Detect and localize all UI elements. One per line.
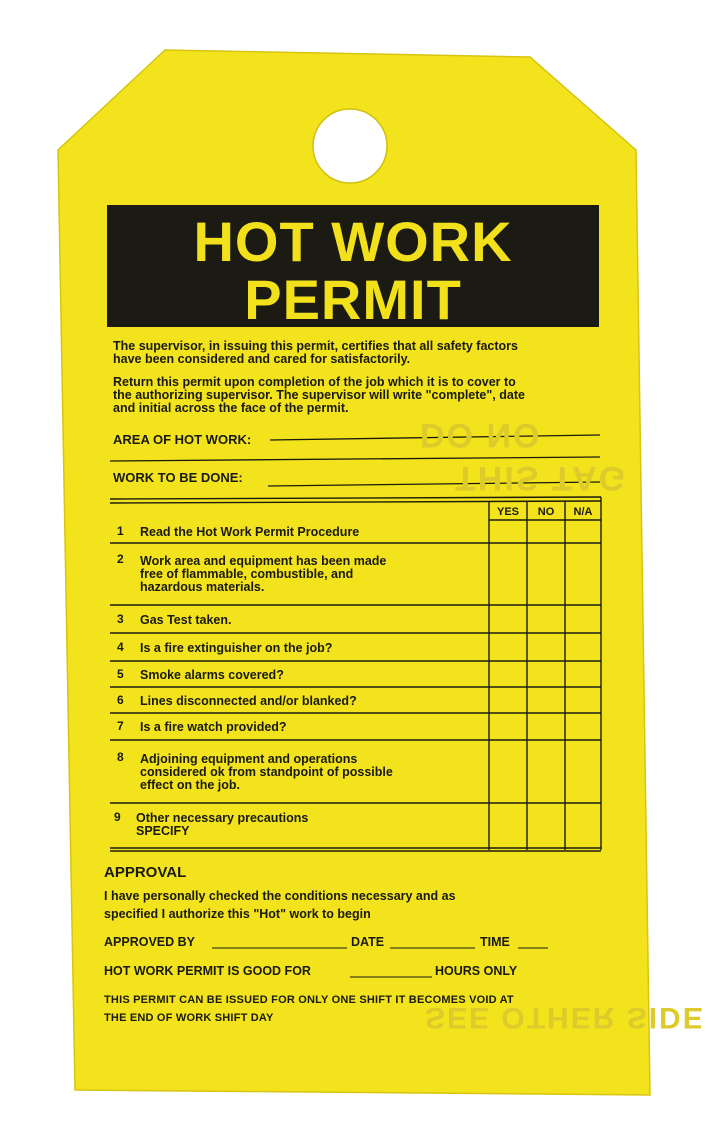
row-number: 9 [114, 810, 121, 824]
row-text [140, 721, 287, 734]
row-line: Work area and equipment has been made [140, 554, 387, 568]
tag-hole [313, 109, 387, 183]
row-number: 6 [117, 693, 124, 707]
show-through-text: SEE OTHER SIDE [425, 1001, 705, 1034]
col-yes: YES [496, 506, 519, 518]
intro-1-line-2: have been considered and cared for satisfactorily. [113, 352, 411, 366]
row-text [140, 526, 359, 539]
intro-paragraph-1 [113, 340, 598, 366]
row-line: Read the Hot Work Permit Procedure [140, 525, 360, 539]
work-to-be-done-label: WORK TO BE DONE: [113, 470, 243, 485]
show-through-text: DO NO [420, 416, 542, 454]
approval-heading: APPROVAL [104, 864, 187, 881]
row-text [140, 642, 332, 655]
row-number: 8 [117, 750, 124, 764]
row-line: Other necessary precautions [136, 811, 309, 825]
intro-paragraph-2 [113, 376, 598, 415]
row-number: 5 [117, 667, 124, 681]
row-text [140, 669, 284, 682]
title-line-1: HOT WORK [193, 210, 513, 273]
row-text [140, 695, 357, 708]
row-line: Gas Test taken. [140, 613, 232, 627]
row-number: 4 [117, 640, 124, 654]
row-text [136, 812, 308, 838]
approval-statement-line-2: specified I authorize this "Hot" work to begin [104, 907, 371, 921]
hours-only-label: HOURS ONLY [435, 964, 518, 978]
intro-2-line-2: the authorizing supervisor. The supervisor will write "complete", date [113, 388, 525, 402]
row-number: 2 [117, 552, 124, 566]
row-line: Is a fire watch provided? [140, 720, 287, 734]
col-no: NO [537, 506, 555, 518]
row-number: 1 [117, 524, 124, 538]
intro-2-line-3: and initial across the face of the permit. [113, 401, 349, 415]
col-na: N/A [573, 506, 593, 518]
row-number: 3 [117, 612, 124, 626]
intro-2-line-1: Return this permit upon completion of the job which it is to cover to [113, 375, 516, 389]
row-line: free of flammable, combustible, and [140, 567, 354, 581]
row-text [140, 614, 231, 627]
row-line: hazardous materials. [140, 580, 265, 594]
row-text [140, 753, 393, 792]
row-line: Smoke alarms covered? [140, 668, 284, 682]
shift-notice-line-2: THE END OF WORK SHIFT DAY [104, 1012, 274, 1024]
row-text [140, 555, 386, 594]
area-of-hot-work-label: AREA OF HOT WORK: [113, 432, 252, 447]
approved-by-label: APPROVED BY [104, 935, 195, 949]
show-through-text: THIS TAG [455, 459, 628, 497]
time-label: TIME [480, 935, 510, 949]
row-line: Is a fire extinguisher on the job? [140, 641, 333, 655]
intro-1-line-1: The supervisor, in issuing this permit, certifies that all safety factors [113, 339, 518, 353]
title-line-2: PERMIT [244, 268, 462, 331]
row-line: SPECIFY [136, 824, 190, 838]
approval-statement-line-1: I have personally checked the conditions necessary and as [104, 889, 456, 903]
row-line: Adjoining equipment and operations [140, 752, 358, 766]
shift-notice-line-1: THIS PERMIT CAN BE ISSUED FOR ONLY ONE SHIFT IT BECOMES VOID AT [104, 994, 514, 1006]
row-number: 7 [117, 719, 124, 733]
row-line: Lines disconnected and/or blanked? [140, 694, 357, 708]
row-line: considered ok from standpoint of possible [140, 765, 393, 779]
good-for-label: HOT WORK PERMIT IS GOOD FOR [104, 964, 311, 978]
row-line: effect on the job. [140, 778, 240, 792]
date-label: DATE [351, 935, 385, 949]
